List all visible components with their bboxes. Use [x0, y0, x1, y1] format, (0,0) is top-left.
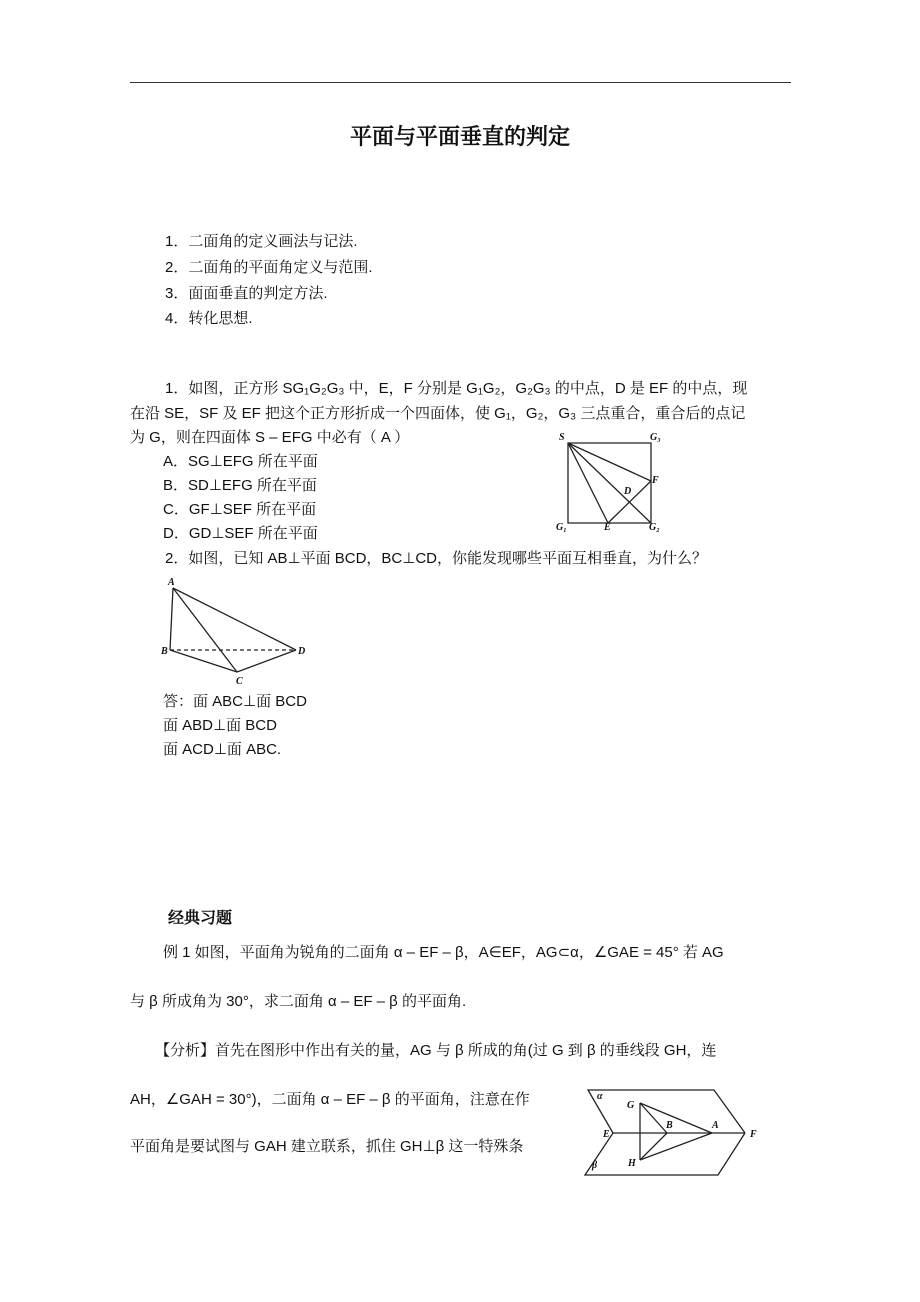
label-B: B [666, 1120, 673, 1131]
answer-line: 面 ABD⊥面 BCD [163, 717, 277, 734]
label-G2: G₂ [649, 522, 660, 533]
answer-line: 答：面 ABC⊥面 BCD [163, 693, 307, 710]
label-E: E [604, 522, 611, 533]
option-d: D．GD⊥SEF 所在平面 [163, 525, 318, 542]
objective-item: 1．二面角的定义画法与记法. [165, 233, 358, 250]
page-title: 平面与平面垂直的判定 [349, 124, 570, 149]
label-A: A [712, 1120, 719, 1131]
label-B: B [161, 646, 168, 657]
label-beta: β [592, 1160, 598, 1171]
figure-edge [640, 1133, 712, 1160]
label-G3: G₃ [650, 432, 661, 443]
example-line: 例 1 如图，平面角为锐角的二面角 α – EF – β，A∈EF，AG⊂α，∠GAE = 45° 若 AG [163, 944, 724, 961]
analysis-line: AH，∠GAH = 30°)，二面角 α – EF – β 的平面角，注意在作 [130, 1091, 530, 1108]
label-S: S [559, 432, 565, 443]
figure-edge [640, 1133, 667, 1160]
label-G: G [627, 1100, 635, 1111]
label-A: A [168, 577, 175, 588]
example-line: 与 β 所成角为 30°，求二面角 α – EF – β 的平面角. [130, 993, 467, 1010]
label-D: D [298, 646, 306, 657]
label-C: C [236, 676, 243, 687]
option-c: C．GF⊥SEF 所在平面 [163, 501, 317, 518]
figure-edge [640, 1103, 712, 1133]
label-alpha: α [597, 1091, 603, 1102]
analysis-line: 【分析】首先在图形中作出有关的量，AG 与 β 所成的角(过 G 到 β 的垂线段 GH，连 [155, 1042, 717, 1059]
label-D: D [624, 486, 632, 497]
option-b: B．SD⊥EFG 所在平面 [163, 477, 317, 494]
objective-item: 4．转化思想. [165, 310, 253, 327]
label-H: H [628, 1158, 636, 1169]
section-heading: 经典习题 [168, 910, 233, 927]
label-F: F [750, 1129, 757, 1140]
objective-item: 3．面面垂直的判定方法. [165, 285, 328, 302]
label-E: E [603, 1129, 610, 1140]
problem1-line: 在沿 SE，SF 及 EF 把这个正方形折成一个四面体，使 G₁，G₂，G₃ 三点重合，重合后的点记 [130, 405, 746, 422]
label-G1: G₁ [556, 522, 567, 533]
label-F: F [652, 475, 659, 486]
answer-line: 面 ACD⊥面 ABC. [163, 741, 282, 758]
objective-item: 2．二面角的平面角定义与范围. [165, 259, 373, 276]
problem2-question: 2．如图，已知 AB⊥平面 BCD，BC⊥CD，你能发现哪些平面互相垂直，为什么？ [165, 550, 707, 567]
figure-edge [640, 1103, 667, 1133]
problem1-line: 为 G，则在四面体 S – EFG 中必有（ A ） [130, 429, 410, 446]
analysis-line: 平面角是要试图与 GAH 建立联系，抓住 GH⊥β 这一特殊条 [130, 1138, 524, 1155]
option-a: A．SG⊥EFG 所在平面 [163, 453, 318, 470]
problem1-line: 1．如图，正方形 SG₁G₂G₃ 中，E，F 分别是 G₁G₂，G₂G₃ 的中点，D 是 EF 的中点，现 [165, 380, 748, 397]
